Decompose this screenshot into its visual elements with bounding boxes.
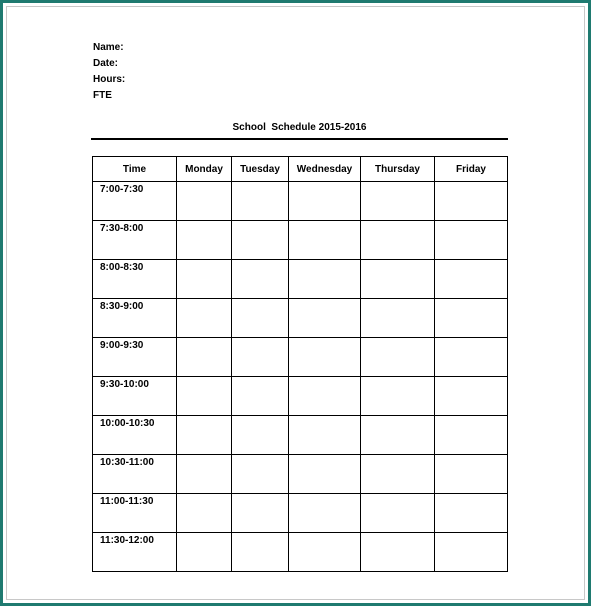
schedule-cell[interactable]: [361, 221, 435, 260]
schedule-cell[interactable]: [177, 299, 232, 338]
schedule-cell[interactable]: [177, 182, 232, 221]
schedule-cell[interactable]: [177, 455, 232, 494]
time-slot: 9:00-9:30: [93, 338, 177, 377]
schedule-cell[interactable]: [289, 182, 361, 221]
schedule-cell[interactable]: [232, 416, 289, 455]
schedule-cell[interactable]: [361, 416, 435, 455]
table-row: [93, 260, 508, 299]
schedule-cell[interactable]: [289, 338, 361, 377]
table-row: [93, 416, 508, 455]
schedule-title: School Schedule 2015-2016: [232, 122, 367, 133]
table-row: [93, 299, 508, 338]
name-label: Name:: [93, 42, 124, 53]
time-slot: 10:30-11:00: [93, 455, 177, 494]
table-row: [93, 494, 508, 533]
schedule-cell[interactable]: [435, 299, 508, 338]
schedule-cell[interactable]: [177, 338, 232, 377]
schedule-cell[interactable]: [435, 182, 508, 221]
table-row: [93, 455, 508, 494]
schedule-cell[interactable]: [232, 533, 289, 572]
time-slot: 7:30-8:00: [93, 221, 177, 260]
fte-label: FTE: [93, 90, 112, 101]
schedule-cell[interactable]: [289, 299, 361, 338]
time-slot: 9:30-10:00: [93, 377, 177, 416]
schedule-cell[interactable]: [361, 455, 435, 494]
header-friday: Friday: [435, 157, 508, 182]
schedule-cell[interactable]: [289, 221, 361, 260]
schedule-cell[interactable]: [361, 299, 435, 338]
schedule-cell[interactable]: [435, 338, 508, 377]
schedule-cell[interactable]: [435, 494, 508, 533]
schedule-cell[interactable]: [232, 221, 289, 260]
schedule-table: [92, 156, 508, 572]
schedule-cell[interactable]: [177, 533, 232, 572]
schedule-cell[interactable]: [232, 260, 289, 299]
header-monday: Monday: [177, 157, 232, 182]
schedule-cell[interactable]: [232, 377, 289, 416]
table-row: [93, 182, 508, 221]
schedule-cell[interactable]: [361, 338, 435, 377]
time-slot: 7:00-7:30: [93, 182, 177, 221]
schedule-cell[interactable]: [232, 494, 289, 533]
schedule-cell[interactable]: [435, 221, 508, 260]
time-slot: 10:00-10:30: [93, 416, 177, 455]
schedule-cell[interactable]: [361, 260, 435, 299]
schedule-cell[interactable]: [232, 455, 289, 494]
time-slot: 8:00-8:30: [93, 260, 177, 299]
time-slot: 11:00-11:30: [93, 494, 177, 533]
schedule-cell[interactable]: [232, 338, 289, 377]
hours-label: Hours:: [93, 74, 126, 85]
schedule-cell[interactable]: [435, 533, 508, 572]
table-row: [93, 533, 508, 572]
schedule-cell[interactable]: [177, 260, 232, 299]
date-label: Date:: [93, 58, 119, 69]
header-time: Time: [93, 157, 177, 182]
schedule-cell[interactable]: [289, 494, 361, 533]
header-thursday: Thursday: [361, 157, 435, 182]
table-row: [93, 377, 508, 416]
schedule-cell[interactable]: [435, 377, 508, 416]
schedule-cell[interactable]: [361, 182, 435, 221]
schedule-cell[interactable]: [177, 494, 232, 533]
schedule-cell[interactable]: [177, 416, 232, 455]
schedule-cell[interactable]: [435, 416, 508, 455]
schedule-cell[interactable]: [361, 533, 435, 572]
info-fields: [93, 40, 125, 104]
schedule-cell[interactable]: [361, 377, 435, 416]
table-row: [93, 221, 508, 260]
title-rule: [91, 138, 508, 140]
header-row: [93, 157, 508, 182]
schedule-cell[interactable]: [289, 377, 361, 416]
schedule-cell[interactable]: [177, 221, 232, 260]
schedule-cell[interactable]: [361, 494, 435, 533]
schedule-cell[interactable]: [435, 260, 508, 299]
schedule-cell[interactable]: [289, 533, 361, 572]
header-tuesday: Tuesday: [232, 157, 289, 182]
schedule-cell[interactable]: [435, 455, 508, 494]
time-slot: 11:30-12:00: [93, 533, 177, 572]
schedule-cell[interactable]: [232, 299, 289, 338]
header-wednesday: Wednesday: [289, 157, 361, 182]
schedule-cell[interactable]: [289, 455, 361, 494]
schedule-cell[interactable]: [289, 260, 361, 299]
schedule-cell[interactable]: [177, 377, 232, 416]
schedule-cell[interactable]: [289, 416, 361, 455]
schedule-cell[interactable]: [232, 182, 289, 221]
table-row: [93, 338, 508, 377]
time-slot: 8:30-9:00: [93, 299, 177, 338]
